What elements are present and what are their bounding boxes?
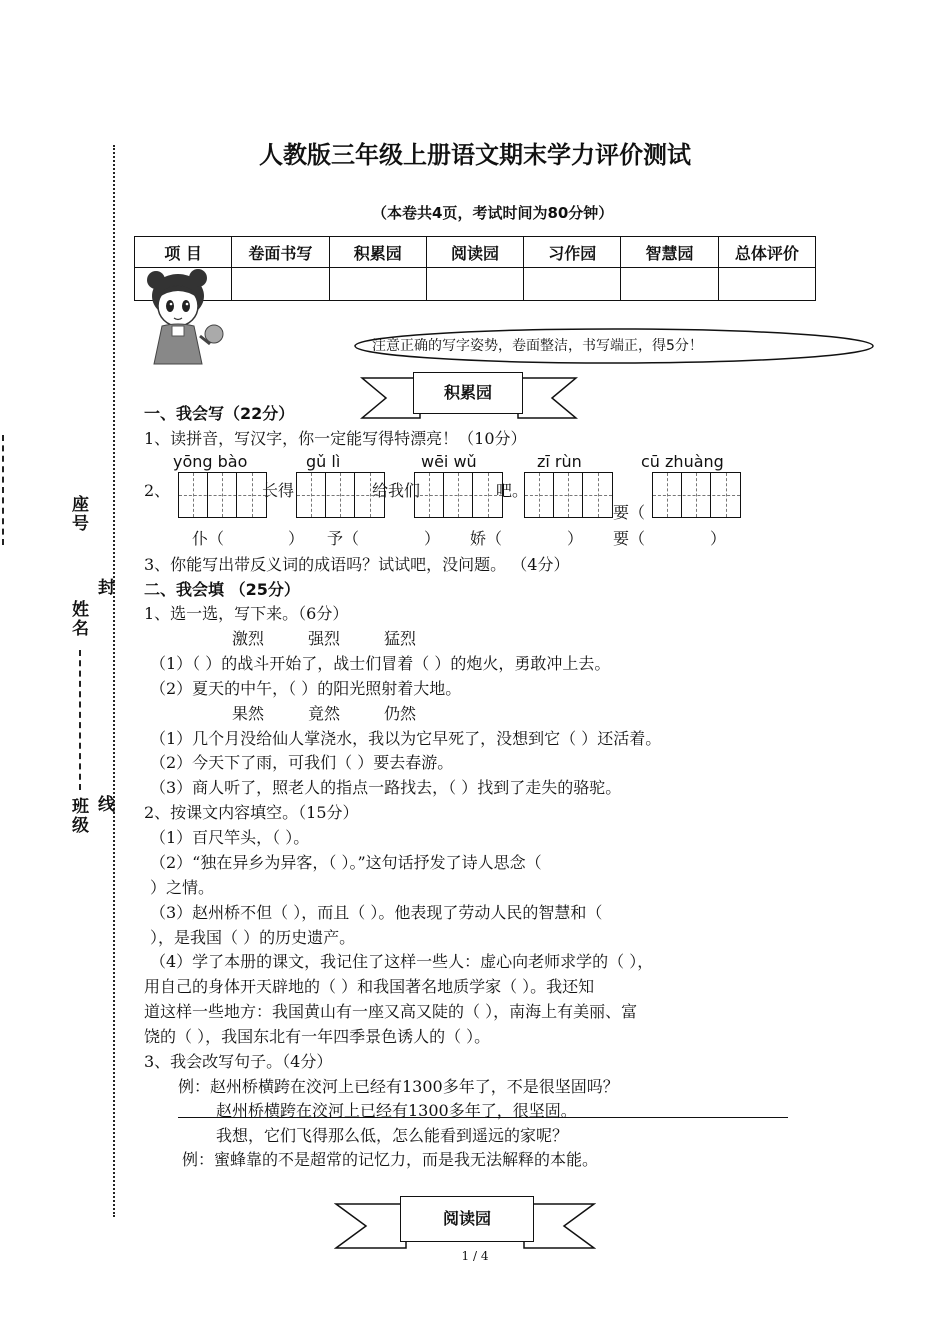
name-label: 姓名: [68, 600, 88, 638]
section2-heading: 二、我会填 （25分）: [144, 580, 300, 599]
writing-grid-4[interactable]: [524, 472, 613, 518]
score-cell[interactable]: [232, 268, 329, 301]
header-reading: 阅读园: [426, 237, 523, 268]
section1-q2-part-d: 吧。: [496, 481, 529, 500]
writing-grid-1[interactable]: [178, 472, 267, 518]
notice-text: 注意正确的写字姿势，卷面整洁，书写端正，得5分！: [372, 338, 703, 354]
header-accumulate: 积累园: [329, 237, 426, 268]
section1-q2-yao: 要（: [613, 503, 646, 522]
writing-grid-5[interactable]: [652, 472, 741, 518]
fill-1: （1）百尺竿头，（ ）。: [150, 828, 310, 847]
score-cell[interactable]: [524, 268, 621, 301]
sentence-5: （3）商人听了，照老人的指点一路找去，（ ）找到了走失的骆驼。: [150, 778, 622, 797]
radical-4-close: ）: [710, 529, 727, 548]
sentence-4: （2）今天下了雨，可我们（ ）要去春游。: [150, 753, 454, 772]
word-option: 强烈: [308, 629, 341, 648]
binding-dotted-line: [113, 145, 115, 1217]
score-cell[interactable]: [718, 268, 815, 301]
section1-q2-part-b: 长得: [262, 481, 295, 500]
word-option: 仍然: [384, 704, 417, 723]
radical-1: 仆（: [192, 529, 225, 548]
class-label: 班级: [68, 797, 88, 835]
page-title: 人教版三年级上册语文期末学力评价测试: [259, 141, 691, 169]
radical-1-close: ）: [288, 529, 305, 548]
header-total: 总体评价: [718, 237, 815, 268]
radical-2: 予（: [327, 529, 360, 548]
header-item: 项 目: [135, 237, 232, 268]
sentence-1: （1）（ ）的战斗开始了，战士们冒着（ ）的炮火，勇敢冲上去。: [150, 654, 611, 673]
fill-2b: ）之情。: [150, 878, 215, 897]
radical-3-close: ）: [567, 529, 584, 548]
line-label: 线: [94, 795, 114, 814]
page-number: 1 / 4: [461, 1249, 489, 1263]
banner-accumulate: 积累园: [413, 372, 523, 414]
page-subtitle: （本卷共4页，考试时间为80分钟）: [372, 204, 614, 222]
radical-2-close: ）: [424, 529, 441, 548]
header-wisdom: 智慧园: [621, 237, 718, 268]
section2-q2: 2、按课文内容填空。（15分）: [144, 803, 359, 822]
score-cell[interactable]: [621, 268, 718, 301]
banner-reading: 阅读园: [400, 1196, 534, 1242]
fill-2a: （2）“独在异乡为异客，（ ）。”这句话抒发了诗人思念（: [150, 853, 542, 872]
radical-4: 要（: [613, 529, 646, 548]
section1-q2-part-c: 给我们: [372, 481, 421, 500]
answer-line: [178, 1117, 788, 1118]
sentence-3: （1）几个月没给仙人掌浇水，我以为它早死了，没想到它（ ）还活着。: [150, 729, 662, 748]
section1-q2-prefix: 2、: [144, 481, 171, 500]
seat-label: 座号: [68, 495, 88, 533]
girl-illustration: [140, 266, 232, 366]
pinyin-4: zī rùn: [537, 452, 582, 471]
rewrite-example-3: 例：蜜蜂靠的不是超常的记忆力，而是我无法解释的本能。: [182, 1150, 599, 1169]
fill-3a: （3）赵州桥不但（ ），而且（ ）。他表现了劳动人民的智慧和（: [150, 903, 603, 922]
fill-4b: 用自己的身体开天辟地的（ ）和我国著名地质学家（ ）。我还知: [144, 977, 595, 996]
word-option: 果然: [232, 704, 265, 723]
margin-dash-left: [2, 435, 4, 545]
section2-q3: 3、我会改写句子。（4分）: [144, 1052, 333, 1071]
writing-grid-2[interactable]: [296, 472, 385, 518]
score-cell[interactable]: [329, 268, 426, 301]
word-option: 猛烈: [384, 629, 417, 648]
header-writing: 卷面书写: [232, 237, 329, 268]
fill-4a: （4）学了本册的课文，我记住了这样一些人：虚心向老师求学的（ ），: [150, 952, 654, 971]
word-option: 竟然: [308, 704, 341, 723]
seal-label: 封: [94, 578, 114, 597]
fill-4d: 饶的（ ），我国东北有一年四季景色诱人的（ ）。: [144, 1027, 491, 1046]
sentence-2: （2）夏天的中午，（ ）的阳光照射着大地。: [150, 679, 462, 698]
section2-q1: 1、选一选，写下来。（6分）: [144, 604, 349, 623]
margin-dash-name: [79, 650, 81, 790]
pinyin-3: wēi wǔ: [421, 452, 477, 471]
pinyin-2: gǔ lì: [306, 452, 341, 471]
score-table: [134, 236, 816, 301]
pinyin-5: cū zhuàng: [641, 452, 724, 471]
section1-q1: 1、读拼音，写汉字，你一定能写得特漂亮！（10分）: [144, 429, 527, 448]
pinyin-1: yōng bào: [173, 452, 248, 471]
radical-3: 娇（: [470, 529, 503, 548]
fill-4c: 道这样一些地方：我国黄山有一座又高又陡的（ ），南海上有美丽、富: [144, 1002, 638, 1021]
rewrite-example-1-answer: 赵州桥横跨在洨河上已经有1300多年了，很坚固。: [216, 1101, 577, 1120]
rewrite-question-2: 我想，它们飞得那么低，怎么能看到遥远的家呢？: [216, 1126, 569, 1145]
header-composition: 习作园: [524, 237, 621, 268]
word-option: 激烈: [232, 629, 265, 648]
fill-3b: ），是我国（ ）的历史遗产。: [150, 928, 356, 947]
rewrite-example-1: 例：赵州桥横跨在洨河上已经有1300多年了，不是很坚固吗？: [178, 1077, 619, 1096]
section1-heading: 一、我会写（22分）: [144, 404, 295, 423]
writing-grid-3[interactable]: [414, 472, 503, 518]
section1-q3: 3、你能写出带反义词的成语吗？试试吧，没问题。 （4分）: [144, 555, 570, 574]
score-cell[interactable]: [426, 268, 523, 301]
